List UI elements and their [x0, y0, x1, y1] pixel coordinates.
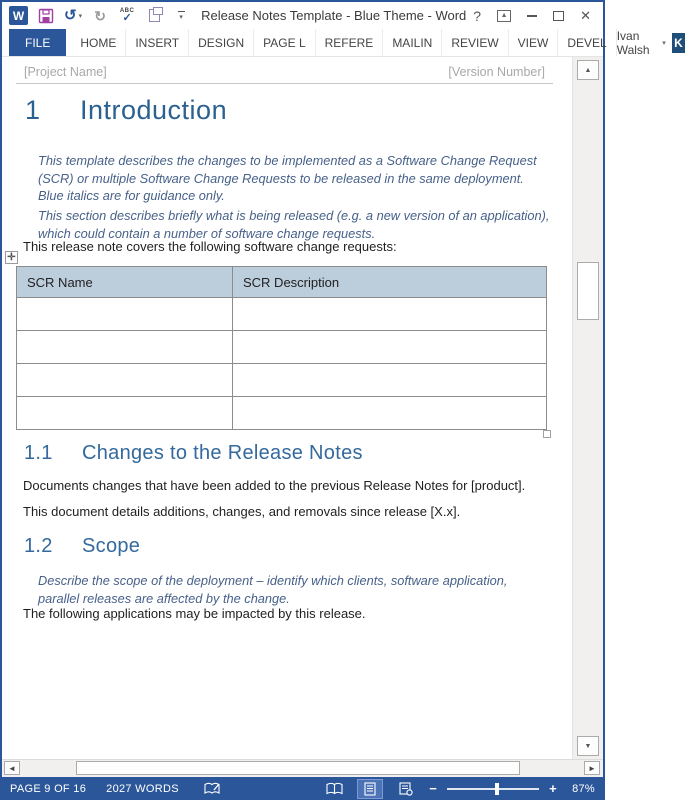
word-count[interactable]: 2027 WORDS: [106, 782, 179, 795]
table-cell[interactable]: [233, 298, 547, 331]
window-controls: [473, 8, 603, 24]
zoom-percentage[interactable]: 87%: [572, 782, 595, 795]
zoom-slider[interactable]: [447, 788, 539, 790]
table-cell[interactable]: [17, 364, 233, 397]
body-paragraph-3[interactable]: This document details additions, changes, and removals since release [X.x].: [23, 504, 461, 519]
scr-table-header-description[interactable]: SCR Description: [233, 267, 547, 298]
user-account-menu[interactable]: [617, 29, 691, 56]
table-move-handle-icon[interactable]: ✛: [5, 251, 18, 264]
scroll-right-icon[interactable]: ►: [584, 761, 600, 775]
guidance-paragraph-3[interactable]: This section describes briefly what is being released (e.g. a new version of an application), which could contain a number of software change requests.: [38, 208, 550, 241]
save-icon[interactable]: [37, 6, 55, 26]
tab-file[interactable]: FILE: [9, 29, 66, 56]
help-icon[interactable]: ?: [473, 7, 482, 24]
table-cell[interactable]: [233, 397, 547, 430]
table-cell[interactable]: [17, 298, 233, 331]
tab-design[interactable]: DESIGN: [189, 29, 254, 56]
minimize-icon[interactable]: [527, 15, 537, 17]
ribbon-display-options-icon[interactable]: ▲: [497, 10, 511, 22]
page-header[interactable]: [16, 63, 553, 84]
tab-insert[interactable]: INSERT: [126, 29, 189, 56]
horizontal-scrollbar[interactable]: [2, 759, 603, 777]
maximize-icon[interactable]: [553, 11, 564, 21]
document-page[interactable]: [2, 57, 571, 759]
table-cell[interactable]: [17, 331, 233, 364]
web-layout-icon[interactable]: [393, 779, 419, 799]
tab-home[interactable]: HOME: [71, 29, 126, 56]
scroll-left-icon[interactable]: ◄: [4, 761, 20, 775]
table-cell[interactable]: [17, 397, 233, 430]
close-icon[interactable]: ✕: [580, 7, 591, 23]
table-row: [17, 298, 547, 331]
quick-access-toolbar: [2, 6, 190, 26]
proofing-status-icon[interactable]: [199, 779, 225, 799]
header-project-name[interactable]: [Project Name]: [24, 65, 107, 79]
avatar[interactable]: K: [672, 33, 685, 53]
heading-scope[interactable]: 1.2 Scope: [24, 535, 141, 557]
heading-introduction[interactable]: 1 Introduction: [25, 95, 228, 125]
title-bar: [2, 2, 603, 29]
tab-mailings[interactable]: MAILIN: [383, 29, 442, 56]
page-indicator[interactable]: PAGE 9 OF 16: [10, 782, 87, 795]
table-resize-handle[interactable]: [543, 430, 551, 438]
table-cell[interactable]: [233, 331, 547, 364]
zoom-in-button[interactable]: +: [549, 781, 557, 796]
tab-references[interactable]: REFERE: [316, 29, 384, 56]
print-layout-icon[interactable]: [357, 779, 383, 799]
zoom-out-button[interactable]: −: [429, 781, 438, 796]
vertical-scrollbar-thumb[interactable]: [577, 262, 599, 320]
heading-changes-to-release-notes[interactable]: 1.1 Changes to the Release Notes: [24, 442, 363, 464]
header-version-number[interactable]: [Version Number]: [448, 65, 545, 79]
tab-view[interactable]: VIEW: [509, 29, 559, 56]
zoom-slider-thumb[interactable]: [495, 783, 499, 795]
guidance-paragraph-1[interactable]: This template describes the changes to be implemented as a Software Change Request (SCR) or multiple Software Change Requests to be released in the same deployment.: [38, 153, 537, 186]
table-row: [17, 331, 547, 364]
tab-review[interactable]: REVIEW: [442, 29, 508, 56]
horizontal-scrollbar-thumb[interactable]: [76, 761, 520, 775]
tab-page-layout[interactable]: PAGE L: [254, 29, 315, 56]
table-row: [17, 364, 547, 397]
read-mode-icon[interactable]: [321, 779, 347, 799]
guidance-paragraph-2[interactable]: Blue italics are for guidance only.: [38, 188, 225, 203]
status-bar: [2, 777, 603, 800]
table-row: [17, 397, 547, 430]
table-cell[interactable]: [233, 364, 547, 397]
user-dropdown-icon: ▾: [662, 39, 666, 47]
show-comments-icon[interactable]: [145, 6, 163, 26]
vertical-scrollbar[interactable]: [572, 57, 603, 759]
scroll-down-icon[interactable]: ▼: [577, 736, 599, 756]
ribbon-tab-bar: [2, 28, 683, 57]
scroll-up-icon[interactable]: ▲: [577, 60, 599, 80]
word-logo-icon: W: [9, 6, 28, 25]
body-paragraph-1[interactable]: This release note covers the following software change requests:: [23, 239, 397, 254]
body-paragraph-2[interactable]: Documents changes that have been added to the previous Release Notes for [product].: [23, 478, 526, 493]
body-paragraph-4[interactable]: The following applications may be impacted by this release.: [23, 606, 366, 621]
window-title: Release Notes Template - Blue Theme - Word: [201, 8, 467, 23]
guidance-paragraph-4[interactable]: Describe the scope of the deployment – identify which clients, software application, parallel releases are affected by the change.: [38, 573, 508, 606]
undo-dropdown-icon[interactable]: ▾: [78, 12, 83, 20]
undo-button[interactable]: ↺ ▾: [64, 7, 83, 24]
user-name: Ivan Walsh: [616, 28, 650, 57]
tab-developer[interactable]: DEVEL: [558, 29, 616, 56]
redo-button[interactable]: ↻: [94, 7, 106, 24]
spelling-grammar-icon[interactable]: ABC ✓: [119, 7, 135, 24]
scr-table-header-name[interactable]: SCR Name: [17, 267, 233, 298]
scr-table: [16, 266, 547, 430]
scr-table-header-row: [17, 267, 547, 298]
customize-qat-icon[interactable]: ▾: [172, 6, 190, 26]
